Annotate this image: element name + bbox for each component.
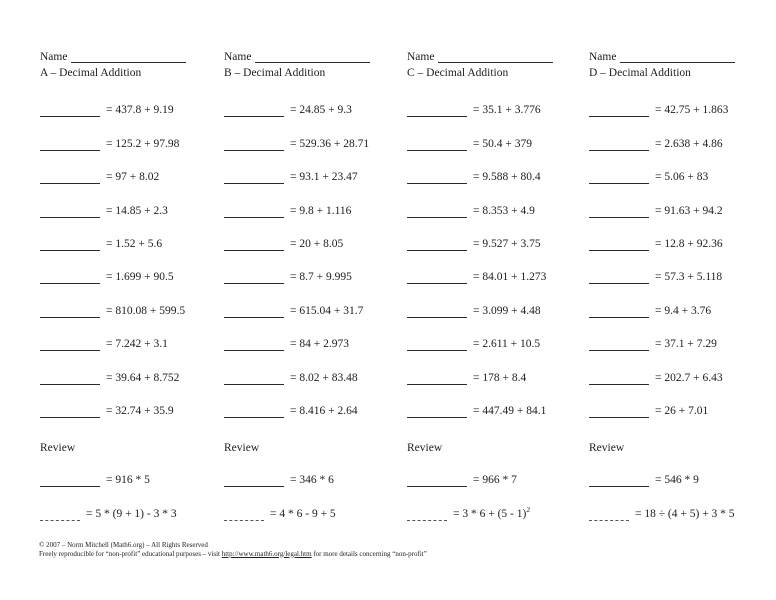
answer-blank-line (40, 317, 100, 318)
answer-blank-line (407, 384, 467, 385)
problem-expression: = 5.06 + 83 (655, 171, 709, 184)
answer-blank-line (40, 350, 100, 351)
problem-row (40, 251, 224, 284)
problem-row (224, 284, 408, 317)
problem-expression: = 9.588 + 80.4 (473, 171, 541, 184)
answer-blank-line (40, 183, 100, 184)
column-title: C – Decimal Addition (407, 67, 509, 79)
problem-row (407, 84, 591, 117)
legal-text-prefix: Freely reproducible for “non-profit” educational purposes – visit (39, 549, 222, 558)
name-row (407, 50, 591, 67)
problem-row (224, 218, 408, 251)
answer-blank-line (589, 486, 649, 487)
answer-blank-line (407, 417, 467, 418)
answer-blank-line (40, 283, 100, 284)
problem-row (589, 218, 773, 251)
problem-expression: = 8.02 + 83.48 (290, 371, 358, 384)
answer-blank-line (40, 150, 100, 151)
name-label: Name (224, 51, 252, 63)
answer-blank-line (407, 183, 467, 184)
problem-row (407, 318, 591, 351)
problem-row (407, 385, 591, 418)
problem-row (589, 151, 773, 184)
problem-row (589, 284, 773, 317)
review-label: Review (224, 441, 260, 454)
answer-blank-line (224, 417, 284, 418)
name-label: Name (407, 51, 435, 63)
problem-expression: = 91.63 + 94.2 (655, 204, 723, 217)
answer-blank-line (224, 486, 284, 487)
problem-expression: = 9.527 + 3.75 (473, 237, 541, 250)
review-row (224, 487, 408, 520)
answer-blank-line (224, 217, 284, 218)
problem-expression: = 12.8 + 92.36 (655, 237, 723, 250)
answer-blank-line (40, 217, 100, 218)
review-label: Review (589, 441, 625, 454)
name-blank-line (255, 50, 370, 63)
column-a (40, 50, 224, 521)
problem-expression: = 2.611 + 10.5 (473, 338, 541, 351)
name-row (224, 50, 408, 67)
review-label: Review (407, 441, 443, 454)
problem-expression: = 125.2 + 97.98 (106, 137, 180, 150)
problem-row (40, 385, 224, 418)
name-blank-line (620, 50, 735, 63)
review-expression: = 4 * 6 - 9 + 5 (270, 507, 336, 520)
problem-row (407, 184, 591, 217)
problem-expression: = 20 + 8.05 (290, 237, 344, 250)
problem-expression: = 26 + 7.01 (655, 404, 709, 417)
answer-blank-line-dashed (224, 520, 264, 521)
answer-blank-line (224, 384, 284, 385)
column-b (224, 50, 408, 521)
problem-row (589, 184, 773, 217)
problem-expression: = 8.416 + 2.64 (290, 404, 358, 417)
problem-row (40, 218, 224, 251)
problem-row (407, 351, 591, 384)
problem-expression: = 50.4 + 379 (473, 137, 532, 150)
problem-expression: = 84.01 + 1.273 (473, 271, 547, 284)
answer-blank-line (407, 150, 467, 151)
answer-blank-line (224, 317, 284, 318)
answer-blank-line (40, 384, 100, 385)
answer-blank-line (407, 250, 467, 251)
problem-row (407, 117, 591, 150)
problem-row (40, 117, 224, 150)
review-expression: = 966 * 7 (473, 474, 517, 487)
problem-expression: = 39.64 + 8.752 (106, 371, 180, 384)
answer-blank-line (589, 116, 649, 117)
problem-expression: = 529.36 + 28.71 (290, 137, 370, 150)
answer-blank-line (407, 486, 467, 487)
review-row (407, 454, 591, 487)
column-c (407, 50, 591, 521)
legal-line (39, 550, 427, 559)
answer-blank-line (224, 116, 284, 117)
column-title: A – Decimal Addition (40, 67, 142, 79)
answer-blank-line (589, 350, 649, 351)
problem-expression: = 35.1 + 3.776 (473, 104, 541, 117)
answer-blank-line (589, 417, 649, 418)
problem-row (224, 84, 408, 117)
answer-blank-line-dashed (40, 520, 80, 521)
answer-blank-line (589, 317, 649, 318)
review-row (224, 454, 408, 487)
problem-expression: = 97 + 8.02 (106, 171, 160, 184)
column-title: B – Decimal Addition (224, 67, 326, 79)
review-row (589, 487, 773, 520)
copyright-line: © 2007 – Norm Mitchell (Math6.org) – All Rights Reserved (39, 541, 208, 549)
problem-row (224, 184, 408, 217)
review-expression: = 18 ÷ (4 + 5) + 3 * 5 (635, 507, 735, 520)
answer-blank-line (407, 116, 467, 117)
problem-expression: = 1.699 + 90.5 (106, 271, 174, 284)
answer-blank-line (407, 317, 467, 318)
problem-expression: = 3.099 + 4.48 (473, 304, 541, 317)
problem-row (40, 284, 224, 317)
answer-blank-line (224, 183, 284, 184)
review-row (40, 487, 224, 520)
name-label: Name (589, 51, 617, 63)
problem-row (589, 84, 773, 117)
review-expression: = 3 * 6 + (5 - 1)$^2$ (453, 504, 531, 520)
answer-blank-line (224, 350, 284, 351)
problem-expression: = 1.52 + 5.6 (106, 237, 163, 250)
problem-expression: = 84 + 2.973 (290, 338, 349, 351)
answer-blank-line (40, 116, 100, 117)
problem-expression: = 24.85 + 9.3 (290, 104, 352, 117)
answer-blank-line (589, 217, 649, 218)
problem-expression: = 32.74 + 35.9 (106, 404, 174, 417)
exponent: 2 (526, 504, 531, 514)
review-expression: = 916 * 5 (106, 474, 150, 487)
problem-expression: = 178 + 8.4 (473, 371, 527, 384)
column-title: D – Decimal Addition (589, 67, 691, 79)
name-blank-line (71, 50, 186, 63)
answer-blank-line (40, 486, 100, 487)
problem-expression: = 9.8 + 1.116 (290, 204, 352, 217)
column-d (589, 50, 773, 521)
name-row (589, 50, 773, 67)
problem-expression: = 42.75 + 1.863 (655, 104, 729, 117)
review-row (589, 454, 773, 487)
name-row (40, 50, 224, 67)
problem-row (589, 318, 773, 351)
problem-expression: = 202.7 + 6.43 (655, 371, 723, 384)
answer-blank-line-dashed (589, 520, 629, 521)
problem-expression: = 615.04 + 31.7 (290, 304, 364, 317)
footer (39, 541, 427, 558)
problem-row (224, 151, 408, 184)
answer-blank-line (407, 350, 467, 351)
answer-blank-line (224, 150, 284, 151)
answer-blank-line (40, 250, 100, 251)
problem-row (40, 151, 224, 184)
problem-expression: = 57.3 + 5.118 (655, 271, 723, 284)
review-row (40, 454, 224, 487)
name-label: Name (40, 51, 68, 63)
answer-blank-line (407, 283, 467, 284)
problem-row (224, 385, 408, 418)
answer-blank-line (589, 183, 649, 184)
review-expression: = 346 * 6 (290, 474, 334, 487)
name-blank-line (438, 50, 553, 63)
problem-expression: = 447.49 + 84.1 (473, 404, 547, 417)
review-expression: = 5 * (9 + 1) - 3 * 3 (86, 507, 177, 520)
problem-expression: = 9.4 + 3.76 (655, 304, 712, 317)
problem-expression: = 14.85 + 2.3 (106, 204, 168, 217)
answer-blank-line (589, 283, 649, 284)
review-label: Review (40, 441, 76, 454)
answer-blank-line (224, 283, 284, 284)
problem-expression: = 8.7 + 9.995 (290, 271, 352, 284)
problem-row (224, 117, 408, 150)
legal-link[interactable]: http://www.math6.org/legal.htm (221, 549, 312, 558)
answer-blank-line (40, 417, 100, 418)
problem-expression: = 810.08 + 599.5 (106, 304, 186, 317)
review-row (407, 487, 591, 520)
problem-row (407, 251, 591, 284)
answer-blank-line (589, 150, 649, 151)
answer-blank-line (589, 250, 649, 251)
problem-row (407, 284, 591, 317)
problem-row (589, 251, 773, 284)
problem-expression: = 437.8 + 9.19 (106, 104, 174, 117)
problem-row (224, 318, 408, 351)
problem-row (407, 218, 591, 251)
problem-row (40, 318, 224, 351)
problem-row (40, 184, 224, 217)
problem-row (224, 251, 408, 284)
legal-text-suffix: for more details concerning “non-profit” (311, 549, 427, 558)
problem-row (589, 117, 773, 150)
problem-expression: = 7.242 + 3.1 (106, 338, 168, 351)
problem-expression: = 2.638 + 4.86 (655, 137, 723, 150)
review-expression: = 546 * 9 (655, 474, 699, 487)
answer-blank-line (589, 384, 649, 385)
problem-row (224, 351, 408, 384)
problem-expression: = 93.1 + 23.47 (290, 171, 358, 184)
problem-row (589, 385, 773, 418)
problem-expression: = 37.1 + 7.29 (655, 338, 717, 351)
answer-blank-line-dashed (407, 520, 447, 521)
problem-row (589, 351, 773, 384)
answer-blank-line (224, 250, 284, 251)
answer-blank-line (407, 217, 467, 218)
problem-expression: = 8.353 + 4.9 (473, 204, 535, 217)
problem-row (40, 351, 224, 384)
problem-row (407, 151, 591, 184)
problem-row (40, 84, 224, 117)
